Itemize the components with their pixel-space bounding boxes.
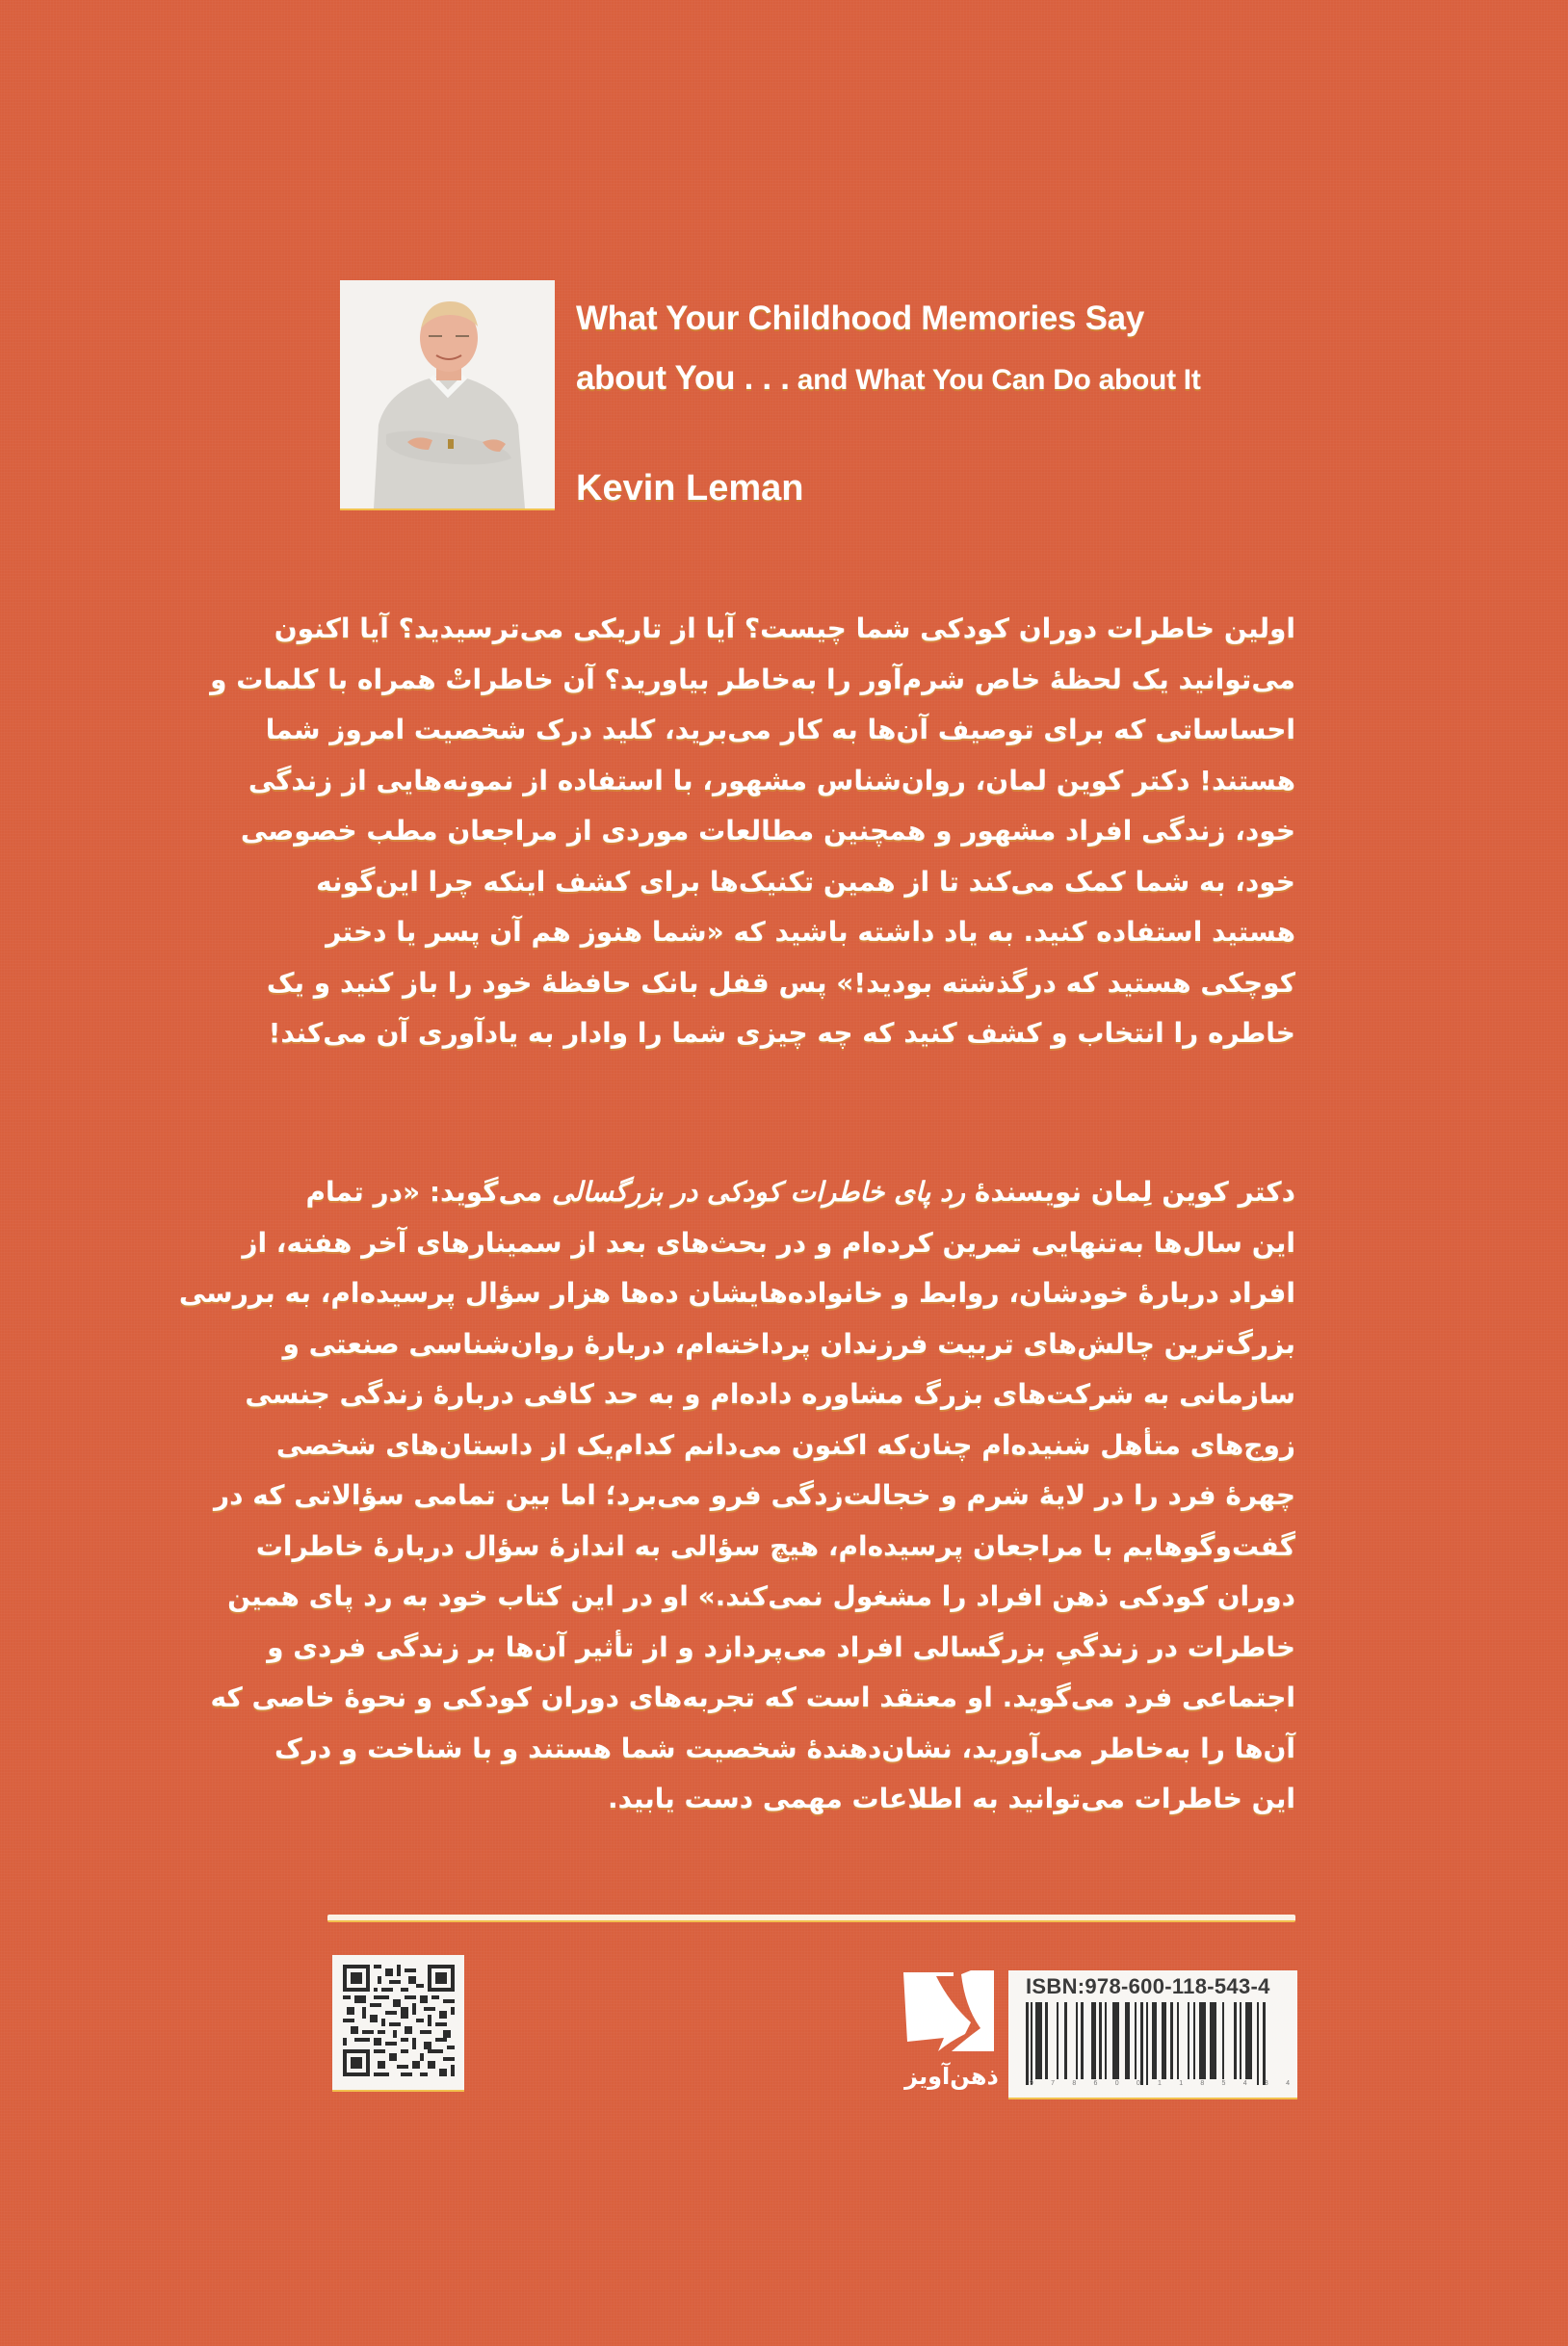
- english-author: Kevin Leman: [576, 468, 804, 508]
- barcode-digit: 1: [1158, 2080, 1162, 2087]
- blurb-line: سازمانی به شرکت‌های بزرگ مشاوره داده‌ام و به حد کافی دربارهٔ زندگی جنسی: [245, 1378, 1295, 1410]
- barcode-digit: 0: [1136, 2080, 1140, 2087]
- barcode-digit: 4: [1242, 2080, 1247, 2087]
- isbn-label: ISBN:978-600-118-543-4: [1026, 1974, 1270, 1998]
- blurb-line: این سال‌ها به‌تنهایی تمرین کرده‌ام و در بحث‌های بعد از سمینارهای آخر هفته، از: [242, 1226, 1295, 1259]
- blurb-line-first: [305, 1167, 1295, 1218]
- blurb-line: هستند! دکتر کوین لمان، روان‌شناس مشهور، با استفاده از نمونه‌هایی از زندگی: [248, 764, 1295, 796]
- english-title-line2-sub: and What You Can Do about It: [789, 364, 1201, 396]
- publisher-logo: [894, 1965, 1009, 2099]
- author-photo: [340, 280, 555, 510]
- blurb-line: این خاطرات می‌توانید به اطلاعات مهمی دست یابید.: [608, 1783, 1295, 1814]
- blurb-line: دوران کودکی ذهن افراد را مشغول نمی‌کند.» او در این کتاب خود به رد پای همین: [227, 1580, 1295, 1612]
- barcode-digit: 7: [1051, 2080, 1056, 2087]
- blurb-line: خاطره را انتخاب و کشف کنید که چه چیزی شما را وادار به یادآوری آن می‌کند!: [268, 1017, 1295, 1049]
- blurb-line: آن‌ها را به‌خاطر می‌آورید، نشان‌دهندهٔ شخصیت شما هستند و با شناخت و درک: [274, 1732, 1295, 1764]
- barcode-digit: 4: [1286, 2080, 1290, 2087]
- barcode-digit: 6: [1093, 2080, 1098, 2087]
- blurb-line: می‌توانید یک لحظهٔ خاص شرم‌آور را به‌خاطر بیاورید؟ آن خاطراتْ همراه با کلمات و: [210, 663, 1295, 695]
- blurb-line: هستید استفاده کنید. به یاد داشته باشید که «شما هنوز هم آن پسر یا دختر: [326, 916, 1295, 948]
- blurb-line: چهرهٔ فرد را در لایهٔ شرم و خجالت‌زدگی فرو می‌برد؛ اما بین تمامی سؤالاتی که در: [213, 1479, 1295, 1511]
- barcode-icon: [1026, 2002, 1282, 2085]
- blurb-line: زوج‌های متأهل شنیده‌ام چنان‌که اکنون می‌دانم کدام‌یک از داستان‌های شخصی: [275, 1428, 1295, 1461]
- blurb-line: خود، به شما کمک می‌کند تا از همین تکنیک‌ها برای کشف اینکه چرا این‌گونه: [316, 865, 1295, 898]
- blurb-line: کوچکی هستید که درگذشته بودید!» پس قفل بانک حافظهٔ خود را باز کنید و یک: [266, 966, 1295, 999]
- qr-code[interactable]: [332, 1955, 464, 2092]
- barcode-digit: 8: [1072, 2080, 1077, 2087]
- english-title-line1: What Your Childhood Memories Say: [576, 300, 1144, 337]
- barcode-digit: 1: [1179, 2080, 1184, 2087]
- blurb-line: بزرگ‌ترین چالش‌های تربیت فرزندان پرداخته‌ام، دربارهٔ روان‌شناسی صنعتی و: [282, 1327, 1295, 1360]
- blurb-line: اجتماعی فرد می‌گوید. او معتقد است که تجربه‌های دوران کودکی و نحوهٔ خاصی که: [210, 1681, 1295, 1713]
- isbn-barcode: [1008, 1970, 1297, 2099]
- blurb-paragraph-2: [178, 1167, 1295, 1825]
- blurb-line: افراد دربارهٔ خودشان، روابط و خانواده‌هایشان ده‌ها هزار سؤال پرسیده‌ام، به بررسی: [178, 1277, 1295, 1309]
- english-title-line2-main: about You . . .: [576, 359, 790, 397]
- blurb-line: اولین خاطرات دوران کودکی شما چیست؟ آیا از تاریکی می‌ترسیدید؟ آیا اکنون: [274, 613, 1295, 644]
- divider-line: [327, 1915, 1295, 1922]
- barcode-digits: [1030, 2080, 1290, 2087]
- blurb-line: خاطرات در زندگیِ بزرگسالی افراد می‌پردازد و از تأثیر آن‌ها بر زندگی فردی و: [267, 1630, 1295, 1663]
- publisher-logo-icon: [894, 1965, 1009, 2061]
- publisher-name: ذهن‌آویز: [904, 2063, 999, 2090]
- book-title-italic: رد پای خاطرات کودکی در بزرگسالی: [551, 1176, 966, 1208]
- author-portrait-icon: [340, 280, 555, 508]
- blurb-paragraph-1: [210, 604, 1295, 1059]
- barcode-digit: 0: [1114, 2080, 1119, 2087]
- barcode-digit: 3: [1264, 2080, 1268, 2087]
- qr-code-icon: [343, 1965, 455, 2076]
- english-title: [576, 289, 1308, 410]
- blurb-suffix: می‌گوید: «در تمام: [305, 1176, 552, 1208]
- barcode-digit: 5: [1221, 2080, 1226, 2087]
- blurb-line: خود، زندگی افراد مشهور و همچنین مطالعات موردی از مراجعان مطب خصوصی: [240, 815, 1295, 847]
- english-title-line2: [576, 349, 1308, 410]
- blurb-prefix: دکتر کوین لِمان نویسندهٔ: [965, 1176, 1295, 1208]
- blurb-line: گفت‌وگوهایم با مراجعان پرسیده‌ام، هیچ سؤالی به اندازهٔ سؤال دربارهٔ خاطرات: [255, 1529, 1295, 1562]
- barcode-digit: 8: [1200, 2080, 1205, 2087]
- barcode-digit: 9: [1030, 2080, 1033, 2087]
- blurb-line: احساساتی که برای توصیف آن‌ها به کار می‌برید، کلید درک شخصیت امروز شما: [265, 714, 1295, 745]
